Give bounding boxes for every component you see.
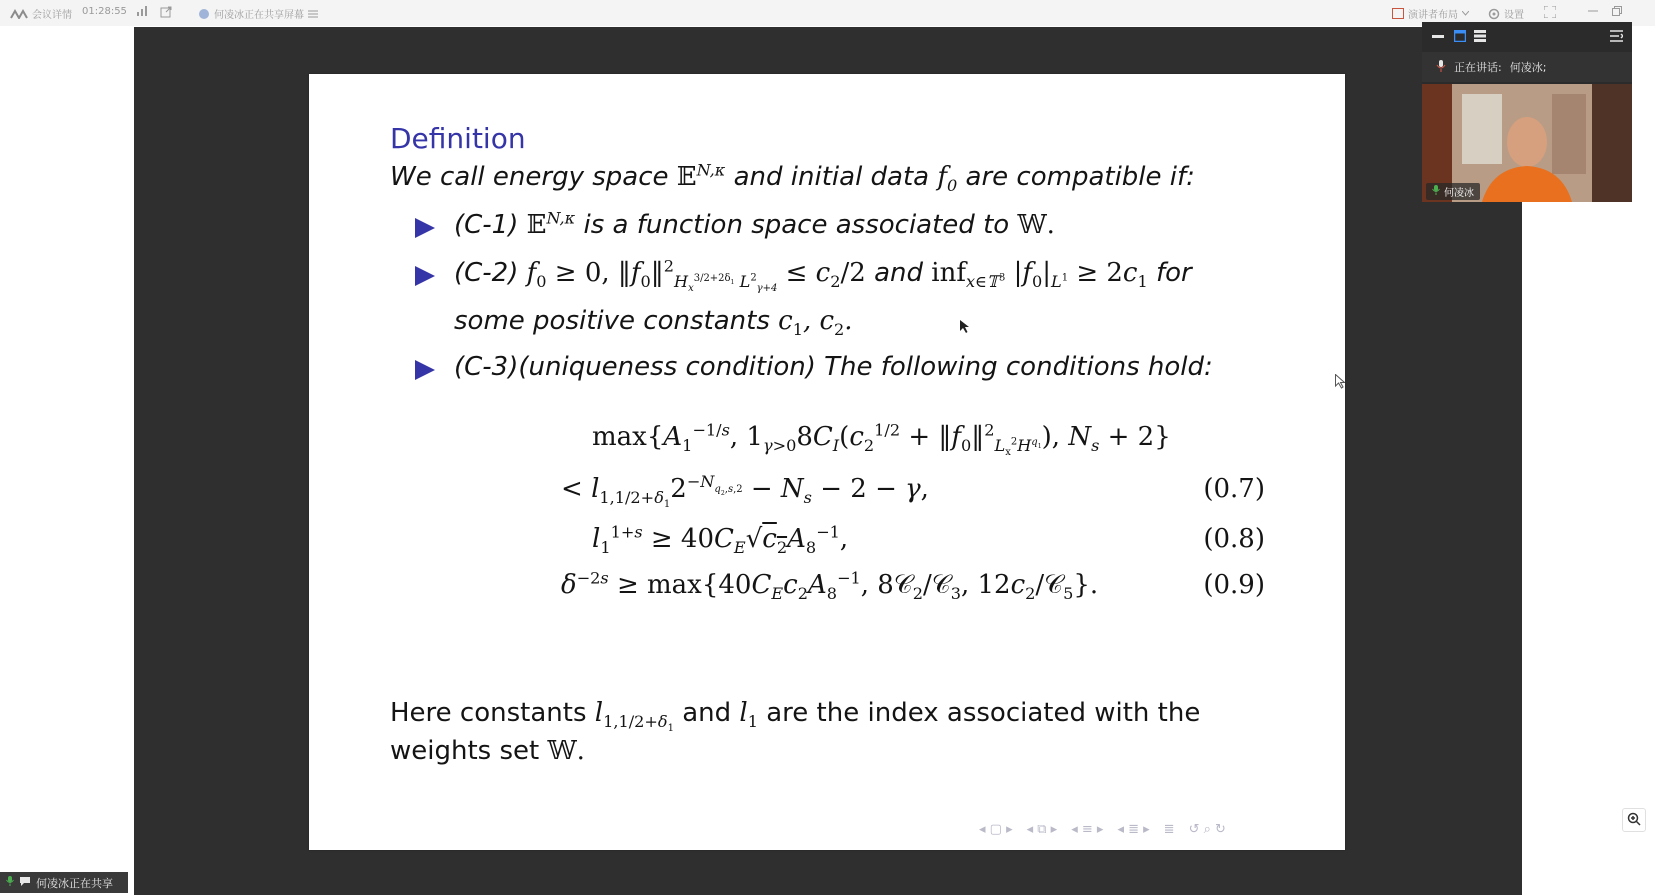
nav-frame-prev-icon[interactable]: ◂ ▢ ▸ xyxy=(979,822,1013,837)
zoom-in-button[interactable] xyxy=(1622,808,1646,832)
bullet-marker-c2 xyxy=(415,266,435,286)
layout-button[interactable] xyxy=(1392,6,1469,21)
timer-text: 01:28:55 xyxy=(82,6,127,17)
participant-video[interactable] xyxy=(1422,84,1632,202)
layout-icon xyxy=(1392,8,1404,19)
arrow-cursor-icon xyxy=(1335,374,1345,389)
closing-index-b: $l_1$ xyxy=(739,698,758,732)
equation-max-line: $\max\{A_1^{-1/s}$, $1_{\gamma>0}8C_I(c_2^{1/2}$ + $‖f_0‖^2_{L_x^2H^{q_1}}$), $N_s + 2$} xyxy=(592,420,1171,459)
popout-icon[interactable] xyxy=(160,6,172,18)
video-panel xyxy=(1422,22,1632,202)
mic-active-icon xyxy=(1432,185,1440,198)
condition-c2 xyxy=(454,256,1192,295)
condition-c3: (C-3)(uniqueness condition) The following conditions hold: xyxy=(454,352,1213,382)
meeting-info-label: 会议详情 xyxy=(32,10,72,21)
speaker-name: 何凌冰; xyxy=(1509,61,1547,74)
nav-part-icon[interactable]: ◂ ≣ ▸ xyxy=(1117,822,1150,837)
mic-icon xyxy=(6,876,14,889)
speaking-label: 正在讲话: xyxy=(1454,61,1502,74)
closing-text-d: weights set xyxy=(390,736,548,766)
sharing-status-badge[interactable] xyxy=(0,872,128,893)
nav-search-icon[interactable]: ↺ ⌕ ↻ xyxy=(1188,822,1226,837)
condition-c2-continuation xyxy=(454,306,853,340)
closing-weights-symbol: 𝕎. xyxy=(547,736,585,766)
c2-and: and xyxy=(865,258,932,288)
closing-line-2 xyxy=(390,736,585,766)
nav-toc-icon[interactable]: ≣ xyxy=(1163,822,1175,837)
equation-0-8: $l_1^{1+s} \ge 40C_E√c_2A_8^{-1}$, xyxy=(592,522,849,558)
beamer-navigation xyxy=(979,822,1226,837)
chevron-down-icon xyxy=(1462,11,1469,16)
equation-number-0-7: (0.7) xyxy=(1203,474,1265,504)
participant-name: 何凌冰 xyxy=(1444,188,1474,199)
intro-text-b: and initial data xyxy=(725,162,938,192)
nav-subsection-icon[interactable]: ◂ ⧉ ▸ xyxy=(1026,822,1058,837)
chat-bubble-icon xyxy=(20,876,30,889)
panel-menu-icon[interactable] xyxy=(1610,30,1623,42)
bullet-marker-c1 xyxy=(415,218,435,238)
equation-0-9: $\delta^{-2s} \ge \max\{40C_Ec_2A_8^{-1}$, 8𝒞$_2$/𝒞$_3$, $12c_2/𝒞_5$}. xyxy=(561,568,1099,604)
settings-label: 设置 xyxy=(1504,10,1524,21)
intro-text-c: are compatible if: xyxy=(957,162,1195,192)
meeting-logo-icon xyxy=(10,9,28,19)
participant-name-tag xyxy=(1426,183,1480,200)
minimize-window-icon[interactable] xyxy=(1588,6,1598,16)
weights-set-symbol: 𝕎. xyxy=(1017,210,1055,240)
slide-title: Definition xyxy=(390,122,526,155)
sharing-notice[interactable] xyxy=(198,6,318,21)
gear-icon xyxy=(1488,8,1500,20)
single-view-icon[interactable] xyxy=(1454,30,1466,42)
bullet-marker-c3 xyxy=(415,360,435,380)
closing-index-a: $l_{1,1/2+\delta_1}$ xyxy=(594,698,674,735)
energy-space-symbol: 𝔼$^{N,\kappa}$ xyxy=(676,160,726,192)
closing-line-1 xyxy=(390,698,1201,735)
menu-icon xyxy=(308,10,318,18)
meeting-timer xyxy=(82,6,127,17)
list-view-icon[interactable] xyxy=(1474,30,1486,42)
microphone-icon xyxy=(1436,60,1446,75)
screen-share-icon xyxy=(198,8,210,20)
c1-text: is a function space associated to xyxy=(575,210,1018,240)
equation-number-0-9: (0.9) xyxy=(1203,570,1265,600)
settings-button[interactable] xyxy=(1488,6,1524,21)
minimize-icon[interactable] xyxy=(1432,35,1444,39)
sharing-notice-text: 何凌冰正在共享屏幕 xyxy=(214,10,304,21)
sharing-status-text: 何凌冰正在共享 xyxy=(36,876,113,890)
c2-formula-a: $f_0 \ge 0$, $‖f_0‖^2_{H_x^{3/2+2\delta_1} L^2_{\gamma+4}} \le c_2/2$ xyxy=(526,256,866,295)
c2-formula-b: inf$_{x\in 𝕋^3}$ $|f_0|_{L^1} \ge 2c_1$ xyxy=(931,258,1148,292)
intro-text-a: We call energy space xyxy=(390,162,677,192)
condition-c1 xyxy=(454,210,1055,240)
speaking-indicator xyxy=(1422,52,1632,82)
video-panel-toolbar xyxy=(1422,22,1632,52)
c1-label: (C-1) xyxy=(454,210,527,240)
c2-cont-text: some positive constants xyxy=(454,306,779,336)
closing-text-b: and xyxy=(673,698,740,728)
top-toolbar xyxy=(0,0,1655,26)
layout-label: 演讲者布局 xyxy=(1408,10,1458,21)
c2-constants: $c_1$, $c_2$. xyxy=(778,306,853,340)
mouse-pointer-icon xyxy=(960,320,969,333)
initial-data-symbol: $f_0$ xyxy=(937,162,958,196)
restore-window-icon[interactable] xyxy=(1612,6,1622,16)
zoom-in-icon xyxy=(1627,811,1641,830)
c2-for: for xyxy=(1147,258,1192,288)
left-gutter xyxy=(0,26,134,895)
c2-label: (C-2) xyxy=(454,258,527,288)
intro-line xyxy=(390,160,1195,196)
meeting-info-button[interactable] xyxy=(10,6,72,21)
fullscreen-icon[interactable] xyxy=(1544,6,1556,18)
equation-number-0-8: (0.8) xyxy=(1203,524,1265,554)
network-signal-icon[interactable] xyxy=(136,6,148,16)
equation-0-7: < $l_{1,1/2+\delta_1}2^{-N_{q_2,s,2}} - N_s - 2 - \gamma$, xyxy=(561,472,929,511)
closing-text-c: are the index associated with the xyxy=(757,698,1201,728)
closing-text-a: Here constants xyxy=(390,698,595,728)
nav-section-icon[interactable]: ◂ ≡ ▸ xyxy=(1071,822,1104,837)
presentation-slide xyxy=(309,74,1345,850)
c1-energy-space: 𝔼$^{N,\kappa}$ xyxy=(526,208,576,240)
